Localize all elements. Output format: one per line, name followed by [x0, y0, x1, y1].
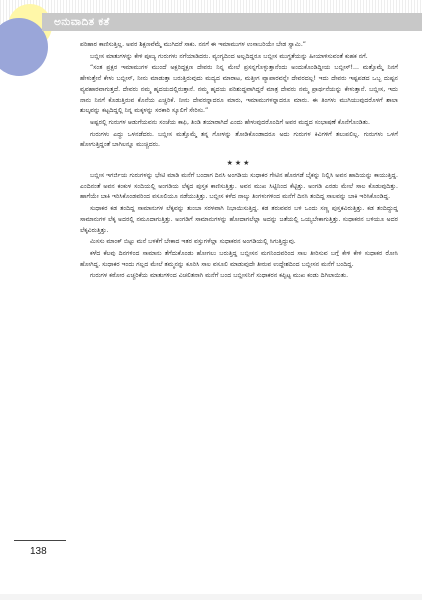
paragraph: “ಸಂತ ಪ್ರಕ್ಷರ ಇಮಾಮುಗಳ ಮುಂದೆ ಅಕ್ಷರಿದ್ಧಕ್ಷಣ ದೇವರು ನಿನ್ನ ಮೇಲೆ ಪ್ರಸನ್ನಗೊಳ್ಳುತ್ತಾನೆಂದು ಅಂದುಕೊಂಡಿದ್ದೀಯ ಬಬ್ಲೀಸ್!... ಮತ್ತೊಮ್ಮೆ ನಿನಗೆ ಹೇಳುತ್ತೇನೆ ಕೇಳು ಬಬ್ಲೀಸ್, ನೀನು ಮಾಡುತ್ತಾ ಬರುತ್ತಿರುವುದು ಮದ್ಯದ ಮಾರಾಟ, ಮತ್ತೀಗ ವ್ಯಾಪಾರವನ್ನೇ ದೇವರದಲ್ಲ! ಇದು ದೇವರು ಇಷ್ಟಪಡದ ಒಬ್ಬ ದುಷ್ಟನ ವ್ಯವಹಾರವಾಗುತ್ತದೆ. ದೇವರು ನಮ್ಮ ಹೃದಯದಲ್ಲಿರುತ್ತಾನೆ. ನಮ್ಮ ಹೃದಯ ಪರಿಶುದ್ಧವಾಗಿದ್ದರೆ ಮಾತ್ರ ದೇವರು ನಮ್ಮ ಪ್ರಾರ್ಥನೆಯನ್ನು ಕೇಳುತ್ತಾನೆ. ಬಬ್ಲೀಸ, ಇದು ನಾನು ನಿನಗೆ ಕೊಡುತ್ತಿರುವ ಕೊನೆಯ ಎಚ್ಚರಿಕೆ. ನೀನು ದೇವರನ್ನಾದರೂ ಮಾರು, ಇಮಾಮುಗಳನ್ನಾದರೂ ಮಾರು. ಈ ತಿಂಗಳು ಮುಗಿಯುವುದರೊಳಗೆ ಶಾಲಾ ಶುಲ್ಕವನ್ನು ಕಟ್ಟದಿದ್ದಲ್ಲಿ ನಿನ್ನ ಮಕ್ಕಳನ್ನು ಸರಕಾರಿ ಸ್ಕೂಲಿಗೆ ಸೇರಿಸು.” — [80, 64, 398, 115]
paragraph: ಕಳೆದ ಕೆಲವು ದಿನಗಳಿಂದ ಸಾಮಾನು ತೆಗೆದುಕೊಂಡು ಹೋಗಲು ಬರುತ್ತಿದ್ದ ಬಬ್ಲೀಸನ ಮಗನಿಂದವರಿಂದ ಸಾಲ ತೀರಿಸುವ ಬಗ್ಗೆ ಕೇಳಿ ಕೇಳಿ ಸುಧಾಕರ ರೋಸಿ ಹೋಗಿದ್ದ. ಸುಧಾಕರ ಇಂದು ಗಲ್ಲದ ಮೇಲೆ ತಮ್ಮನನ್ನು ಕೂರಿಸಿ ಸಾಲ ವಸೂಲಿ ಮಾಡುವುದೇ ತೀರುವ ಉದ್ದೇಶದಿಂದ ಬಬ್ಲೀಸನ ಮನೆಗೆ ಬಂದಿದ್ದ. — [80, 249, 398, 268]
page-bottom-edge — [0, 594, 422, 600]
paragraph: ಮಿಸಸು ಮಾಂಕ್ ಬಿಟ್ಟು ಮನೆ ಬಳಕೆಗೆ ಬೇಕಾದ ಇತರ ವಸ್ತುಗಳೆಲ್ಲಾ ಸುಧಾಕರನ ಅಂಗಡಿಯಲ್ಲಿ ಸಿಗುತ್ತಿದ್ದುವು. — [90, 238, 296, 246]
paragraph: ಪರಿಹಾರ ಕಾಣಿಸುತ್ತಿಲ್ಲ. ಅವರ ಶಿಕ್ಷಣವೆಮ್ಮೆ ಮುಗಿದರೆ ಸಾಕು. ನನಗೆ ಈ ಇಮಾಮುಗಳ ಉಸಾಬರಿಯೇ ಬೇಡ ಸ್ವಾಮಿ.” — [80, 41, 306, 48]
page-number: 138 — [30, 546, 47, 557]
page-number-rule — [14, 540, 66, 541]
paragraph: ಬಬ್ಲೀಸ ಮಾತುಗಳನ್ನು ಕೇಳಿ ಪೂಜ್ಯ ಗುರುಗಳು ನಗೆಯಾಡಿದರು. ವ್ಯಂಗ್ಯದಿಂದ ಅಲ್ಲದಿದ್ದರೂ ಬಬ್ಲೀಸ ಮುಗ್ಧತೆಯನ್ನು ಹೀಯಾಳಿಸುವಂತೆ ಕುಹಕ ನಗೆ. — [90, 52, 368, 60]
section-separator: ★★★ — [226, 159, 252, 168]
page-body — [80, 40, 398, 570]
paragraph: ಸುಧಾಕರ ಕಡ ತಂದಿದ್ದ ಸಾಮಾನುಗಳ ಲೆಕ್ಕವನ್ನು ತುಂಬಾ ಸರಳವಾಗಿ ನಿಭಾಯಿಸುತ್ತಿದ್ದ. ಕಡ ತರುವವರ ಬಳಿ ಒಂದು ಸಣ್ಣ ಪುಸ್ತಕವಿರುತ್ತಿತ್ತು. ಕಡ ತಂದಿದ್ದುದ್ದ ಸಾಮಾನುಗಳ ಲೆಕ್ಕ ಅದರಲ್ಲಿ ನಮೂದಾಗುತ್ತಿತ್ತು. ಅಂಗಡಿಗೆ ಸಾಮಾನುಗಳನ್ನು ಹೋದಾಗಲೆಲ್ಲಾ ಅದನ್ನು ಜತೆಯಲ್ಲಿ ಒಯ್ಯಬೇಕಾಗುತ್ತಿತ್ತು. ಸುಧಾಕರನ ಬಳಿಯೂ ಅದರ ಲೆಕ್ಕವಿರುತ್ತಿತ್ತು. — [80, 205, 398, 234]
page-header-title: ಅನುವಾದಿತ ಕತೆ — [54, 16, 110, 28]
paragraph: ಗುರುಗಳು ಎದ್ದು ಒಳನಡೆದರು. ಬಬ್ಲೀಸ ಮತ್ತೊಮ್ಮೆ ತನ್ನ ಗೋಳನ್ನು ತೋಡಿಕೊಂಡಾದರೂ ಅದು ಗುರುಗಳ ಕಿವಿಗಳಿಗೆ ತಲುಪಲಿಲ್ಲ. ಗುರುಗಳು ಒಳಗೆ ಹೋಗುತ್ತಿದ್ದಂತೆ ಬಾಗಿಲನ್ನೂ ಮುಚ್ಚಿದರು. — [80, 130, 398, 149]
paragraph: ಗುರುಗಳ ಕಠೋರ ಎಚ್ಚರಿಕೆಯ ಮಾತುಗಳಿಂದ ವಿಚಲಿತನಾಗಿ ಮನೆಗೆ ಬಂದ ಬಬ್ಲೀಸನಿಗೆ ಸುಧಾಕರನ ಕಪ್ಪಿಟ್ಟ ಮುಖ ಕಂಡು ದಿಗಿಲಾಯಿತು. — [90, 272, 349, 280]
paragraph: ಅಷ್ಟರಲ್ಲಿ ಗುರುಗಳ ಆಡುಗೆಯವನು ಸಂಜೆಯ ಕಾಫಿ, ತಿಂಡಿ ತಯಾರಾಗಿದೆ ಎಂದು ಹೇಳುವುದರೊಂದಿಗೆ ಅವರ ಮದ್ದದ ಸಂಭಾಷಣೆ ಕೊನೆಗೊಂಡಿತು. — [90, 118, 370, 126]
paragraph: ಬಬ್ಲೀಸ ಇಗರ್ಜಿಯ ಗುರುಗಳನ್ನು ಭೇಟಿ ಮಾಡಿ ಮನೆಗೆ ಬಂದಾಗ ದಿನಸಿ ಅಂಗಡಿಯ ಸುಧಾಕರ ಗೇಟಿನ ಹೊರಗಡೆ ಬೈಕನ್ನು ನಿಲ್ಲಿಸಿ ಅವನ ಹಾದಿಯನ್ನು ಕಾಯುತ್ತಿದ್ದ. ಎಂದಿನಂತೆ ಅವನ ಕಂಕುಳ ಸಂದಿಯಲ್ಲಿ ಅಂಗಡಿಯ ಲೆಕ್ಕದ ಪುಸ್ತಕ ಕಾಣಿಸುತ್ತಿತ್ತು. ಅವನ ಮುಖ ಸಿಟ್ಟಿನಿಂದ ಕೆಟ್ಟಿತ್ತು. ಅಂಗಡಿ ಎರಡು ಮೇಲೆ ಸಾಲ ಕೊಡುವುದಿತ್ತು. ಹಾಗೆಯೇ ಬಾಕಿ ಇರಿಸಿಕೊಂಡವರಿಂದ ವಸೂಲಿಯೂ ನಡೆಯುತ್ತಿತ್ತು. ಬಬ್ಲೀಸ ಕಳೆದ ನಾಲ್ಕು ತಿಂಗಳುಗಳಿಂದ ಮನೆಗೆ ದಿನಸಿ ತಂದಿದ್ದ ಸಾಲವನ್ನು ಬಾಕಿ ಇರಿಸಿಕೊಂಡಿದ್ದ. — [80, 172, 398, 201]
